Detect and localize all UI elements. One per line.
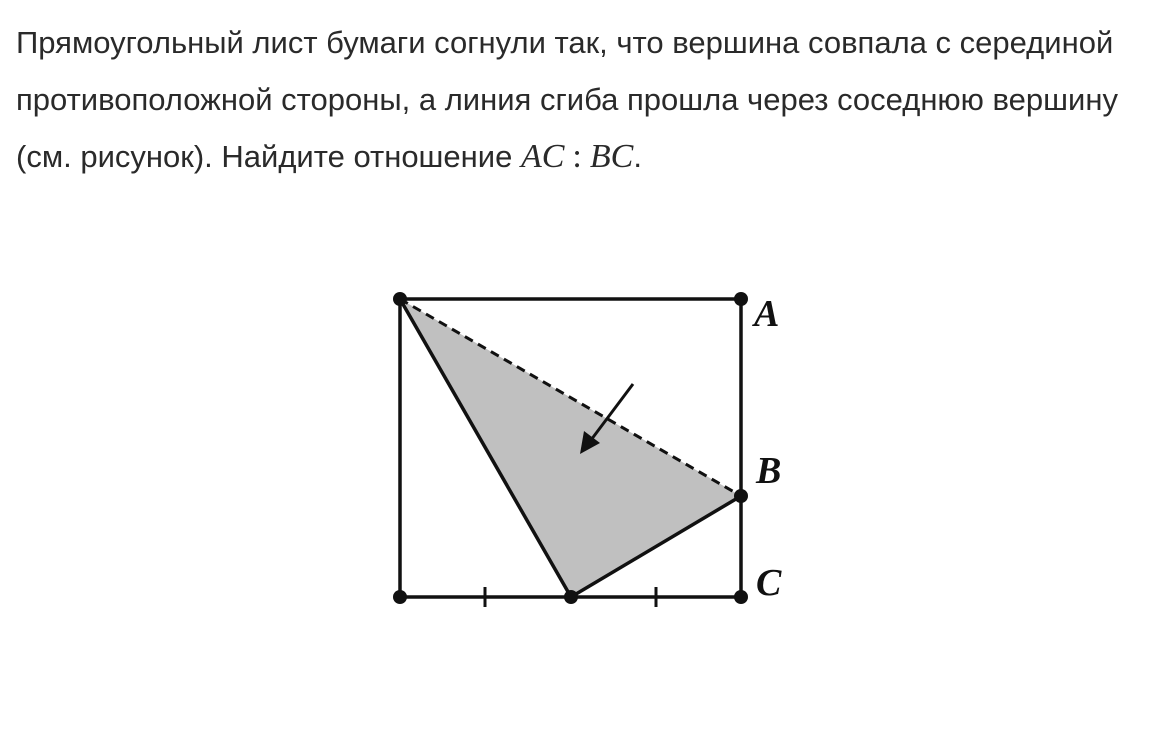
vertex-B bbox=[734, 489, 748, 503]
vertex-A bbox=[734, 292, 748, 306]
vertex-top-left bbox=[393, 292, 407, 306]
folded-triangle bbox=[400, 299, 741, 597]
bottom-midpoint bbox=[564, 590, 578, 604]
ratio-right: BC bbox=[589, 138, 634, 175]
vertex-C bbox=[734, 590, 748, 604]
problem-text: Прямоугольный лист бумаги согнули так, что вершина совпала с серединой противоположной стороны, а линия сгиба прошла через соседнюю вершину (см. рисунок). Найдите отношение bbox=[16, 25, 1118, 174]
vertex-bottom-left bbox=[393, 590, 407, 604]
ratio-separator: : bbox=[572, 138, 582, 175]
problem-end: . bbox=[633, 139, 642, 174]
label-A: A bbox=[754, 293, 780, 335]
ratio-left: AC bbox=[520, 138, 565, 175]
label-B: B bbox=[756, 450, 782, 492]
label-C: C bbox=[756, 562, 782, 604]
